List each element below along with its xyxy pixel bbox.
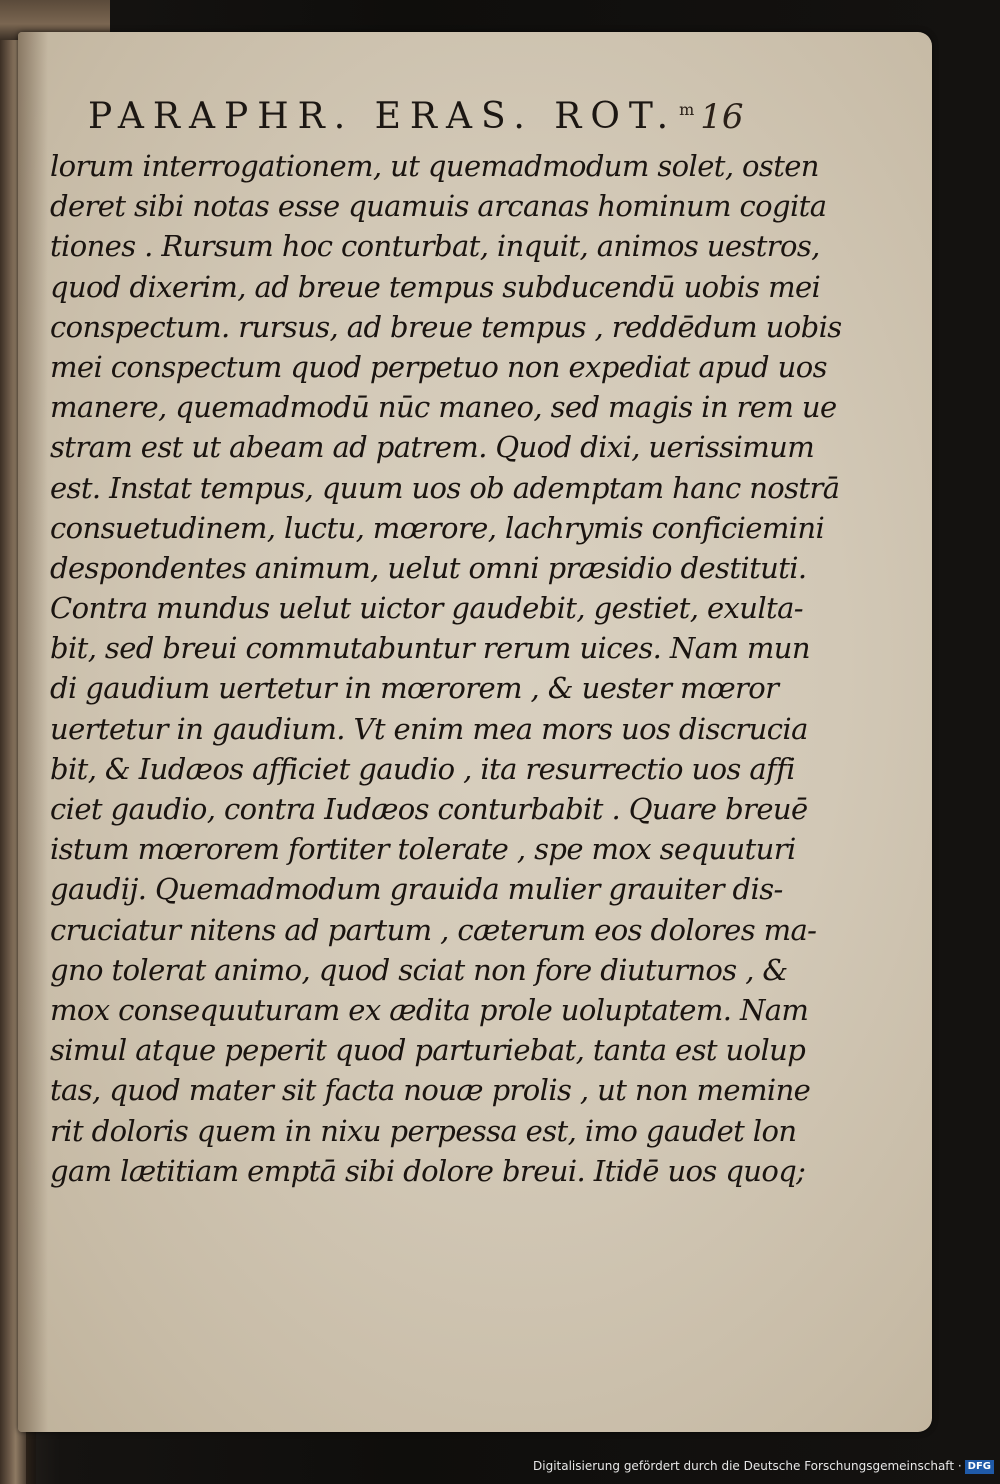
text-line: est. Instat tempus, quum uos ob ademptam hanc nostrā [50, 470, 840, 505]
credit-text: Digitalisierung gefördert durch die Deutsche Forschungsgemeinschaft · [533, 1459, 962, 1473]
text-line: stram est ut abeam ad patrem. Quod dixi, uerissimum [50, 430, 815, 465]
text-line: uertetur in gaudium. Vt enim mea mors uos discrucia [50, 711, 808, 746]
text-line: tiones . Rursum hoc conturbat, inquit, animos uestros, [50, 229, 820, 264]
text-line: bit, sed breui commutabuntur rerum uices. Nam mun [50, 631, 810, 666]
text-line: manere, quemadmodū nūc maneo, sed magis in rem ue [50, 390, 837, 425]
text-line: tas, quod mater sit facta nouæ prolis , ut non memine [50, 1073, 811, 1108]
text-line: lorum interrogationem, ut quemadmodum solet, osten [50, 149, 819, 183]
text-line: Contra mundus uelut uictor gaudebit, gestiet, exulta- [50, 591, 803, 626]
folio-number: 16 [700, 97, 744, 137]
text-line: mei conspectum quod perpetuo non expediat apud uos [50, 349, 827, 384]
running-head [88, 96, 808, 152]
digitization-credit [533, 1458, 994, 1474]
text-line: despondentes animum, uelut omni præsidio destituti. [50, 550, 807, 585]
folio-mark: m [679, 100, 695, 119]
text-line: bit, & Iudæos afficiet gaudio , ita resurrectio uos affi [50, 751, 795, 786]
text-line: quod dixerim, ad breue tempus subducendū uobis mei [50, 269, 821, 304]
text-line: mox consequuturam ex ædita prole uoluptatem. Nam [50, 992, 809, 1027]
text-line: di gaudium uertetur in mœrorem , & uester mœror [50, 671, 779, 706]
text-line: gno tolerat animo, quod sciat non fore diuturnos , & [50, 952, 788, 987]
text-line: cruciatur nitens ad partum , cæterum eos dolores ma- [50, 912, 817, 947]
text-line: simul atque peperit quod parturiebat, tanta est uolup [50, 1033, 806, 1068]
body-text [50, 146, 842, 1191]
text-line: gaudij. Quemadmodum grauida mulier grauiter dis- [50, 872, 783, 907]
running-head-title: PARAPHR. ERAS. ROT. [88, 96, 678, 137]
page-gutter-shadow [18, 32, 48, 1432]
text-line: deret sibi notas esse quamuis arcanas hominum cogita [50, 189, 827, 224]
text-line: ciet gaudio, contra Iudæos conturbabit . Quare breuē [50, 792, 808, 826]
text-line: gam lætitiam emptā sibi dolore breui. Itidē uos quoq; [50, 1153, 806, 1188]
dfg-logo: DFG [965, 1460, 994, 1474]
text-line: rit doloris quem in nixu perpessa est, imo gaudet lon [50, 1113, 797, 1148]
text-line: consuetudinem, luctu, mœrore, lachrymis conficiemini [50, 510, 825, 545]
text-line: istum mœrorem fortiter tolerate , spe mox sequuturi [50, 832, 796, 867]
text-line: conspectum. rursus, ad breue tempus , reddēdum uobis [50, 309, 842, 344]
